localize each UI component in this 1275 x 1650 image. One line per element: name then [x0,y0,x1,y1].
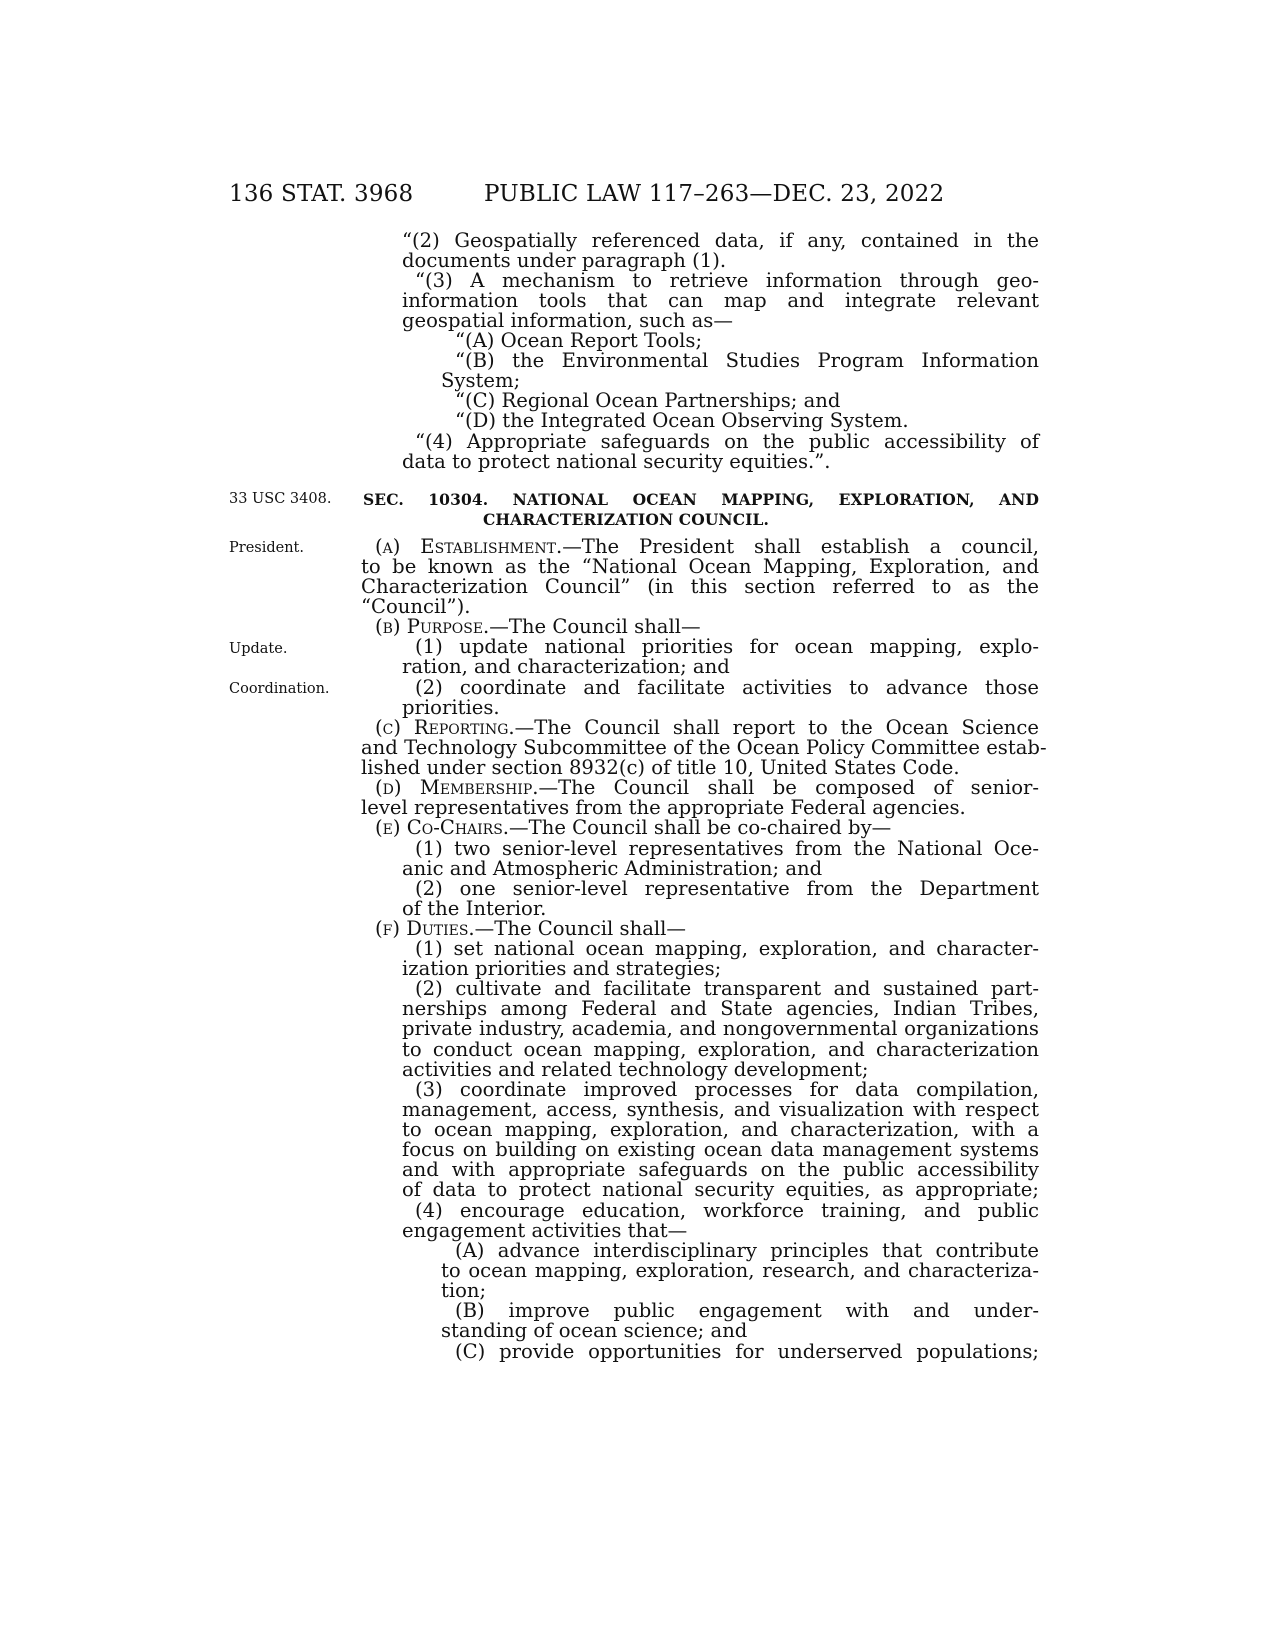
subsection-c-heading: (c) Reporting. [375,716,515,739]
text-line: priorities. [402,696,500,719]
text-line: documents under paragraph (1). [402,249,727,272]
subsection-e-heading: (e) Co-Chairs. [375,816,510,839]
text-line: “(C) Regional Ocean Partnerships; and [455,389,841,412]
text-line: ration, and characterization; and [402,655,730,678]
text-line: (1) two senior-level representatives from the National Oce- [415,837,1039,860]
text-line: to conduct ocean mapping, exploration, and characterization [402,1038,1039,1061]
subsection-b-heading: (b) Purpose. [375,615,490,638]
text-line: of data to protect national security equities, as appropriate; [402,1178,1039,1201]
text-line: “(A) Ocean Report Tools; [455,329,703,352]
text-line: (C) provide opportunities for underserved populations; [455,1340,1039,1363]
subsection-e [375,817,891,838]
section-heading-cont: CHARACTERIZATION COUNCIL. [483,510,769,529]
subsection-b-text: —The Council shall— [489,615,701,638]
text-line: (2) coordinate and facilitate activities to advance those [415,676,1039,699]
text-line: engagement activities that— [402,1219,688,1242]
text-line: to be known as the “National Ocean Mapping, Exploration, and [361,555,1039,578]
text-line: to ocean mapping, exploration, and characterization, with a [402,1118,1039,1141]
text-line: management, access, synthesis, and visualization with respect [402,1098,1039,1121]
text-line: ization priorities and strategies; [402,957,722,980]
subsection-d-heading: (d) Membership. [375,776,539,799]
text-line: (3) coordinate improved processes for data compilation, [415,1078,1039,1101]
section-heading: SEC. 10304. NATIONAL OCEAN MAPPING, EXPLORATION, AND [363,490,1039,509]
subsection-c-text: —The Council shall report to the Ocean Science [514,716,1039,739]
subsection-a [375,536,1039,557]
margin-note-president: President. [229,540,304,556]
subsection-f-heading: (f) Duties. [375,917,475,940]
text-line: standing of ocean science; and [441,1319,748,1342]
text-line: (2) cultivate and facilitate transparent and sustained part- [415,977,1039,1000]
statute-body [361,0,1047,1650]
subsection-d [375,777,1039,798]
text-line: “Council”). [361,595,471,618]
subsection-f [375,918,686,939]
text-line: System; [441,369,521,392]
text-line: data to protect national security equities.”. [402,450,831,473]
margin-note-usc: 33 USC 3408. [229,491,332,507]
text-line: (1) update national priorities for ocean mapping, explo- [415,635,1039,658]
text-line: of the Interior. [402,897,547,920]
text-line: “(B) the Environmental Studies Program Information [455,349,1039,372]
text-line: nerships among Federal and State agencies, Indian Tribes, [402,997,1039,1020]
text-line: “(3) A mechanism to retrieve information through geo- [415,269,1039,292]
text-line: level representatives from the appropriate Federal agencies. [361,796,966,819]
margin-note-update: Update. [229,641,288,657]
text-line: information tools that can map and integrate relevant [402,289,1039,312]
page-running-title: PUBLIC LAW 117–263—DEC. 23, 2022 [484,181,945,207]
subsection-a-text: —The President shall establish a council, [562,535,1040,558]
text-line: anic and Atmospheric Administration; and [402,857,823,880]
text-line: Characterization Council” (in this section referred to as the [361,575,1039,598]
text-line: “(D) the Integrated Ocean Observing System. [455,409,909,432]
subsection-e-text: —The Council shall be co-chaired by— [509,816,892,839]
text-line: “(2) Geospatially referenced data, if any, contained in the [402,229,1039,252]
text-line: (4) encourage education, workforce training, and public [415,1199,1039,1222]
text-line: (A) advance interdisciplinary principles that contribute [455,1239,1039,1262]
subsection-b [375,616,701,637]
margin-note-coordination: Coordination. [229,681,330,697]
subsection-d-text: —The Council shall be composed of senior- [538,776,1039,799]
text-line: “(4) Appropriate safeguards on the public accessibility of [415,430,1039,453]
text-line: focus on building on existing ocean data management systems [402,1138,1039,1161]
text-line: activities and related technology development; [402,1058,869,1081]
text-line: tion; [441,1279,487,1302]
subsection-f-text: —The Council shall— [474,917,687,940]
text-line: and with appropriate safeguards on the public accessibility [402,1158,1039,1181]
text-line: geospatial information, such as— [402,309,733,332]
text-line: (1) set national ocean mapping, exploration, and character- [415,937,1039,960]
subsection-c [375,717,1039,738]
text-line: (2) one senior-level representative from the Department [415,877,1039,900]
text-line: private industry, academia, and nongovernmental organizations [402,1017,1039,1040]
text-line: to ocean mapping, exploration, research, and characteriza- [441,1259,1039,1282]
text-line: (B) improve public engagement with and under- [455,1299,1039,1322]
subsection-a-heading: (a) Establishment. [375,535,563,558]
text-line: lished under section 8932(c) of title 10, United States Code. [361,756,960,779]
page-stat-number: 136 STAT. 3968 [229,181,414,207]
text-line: and Technology Subcommittee of the Ocean Policy Committee estab- [361,736,1047,759]
